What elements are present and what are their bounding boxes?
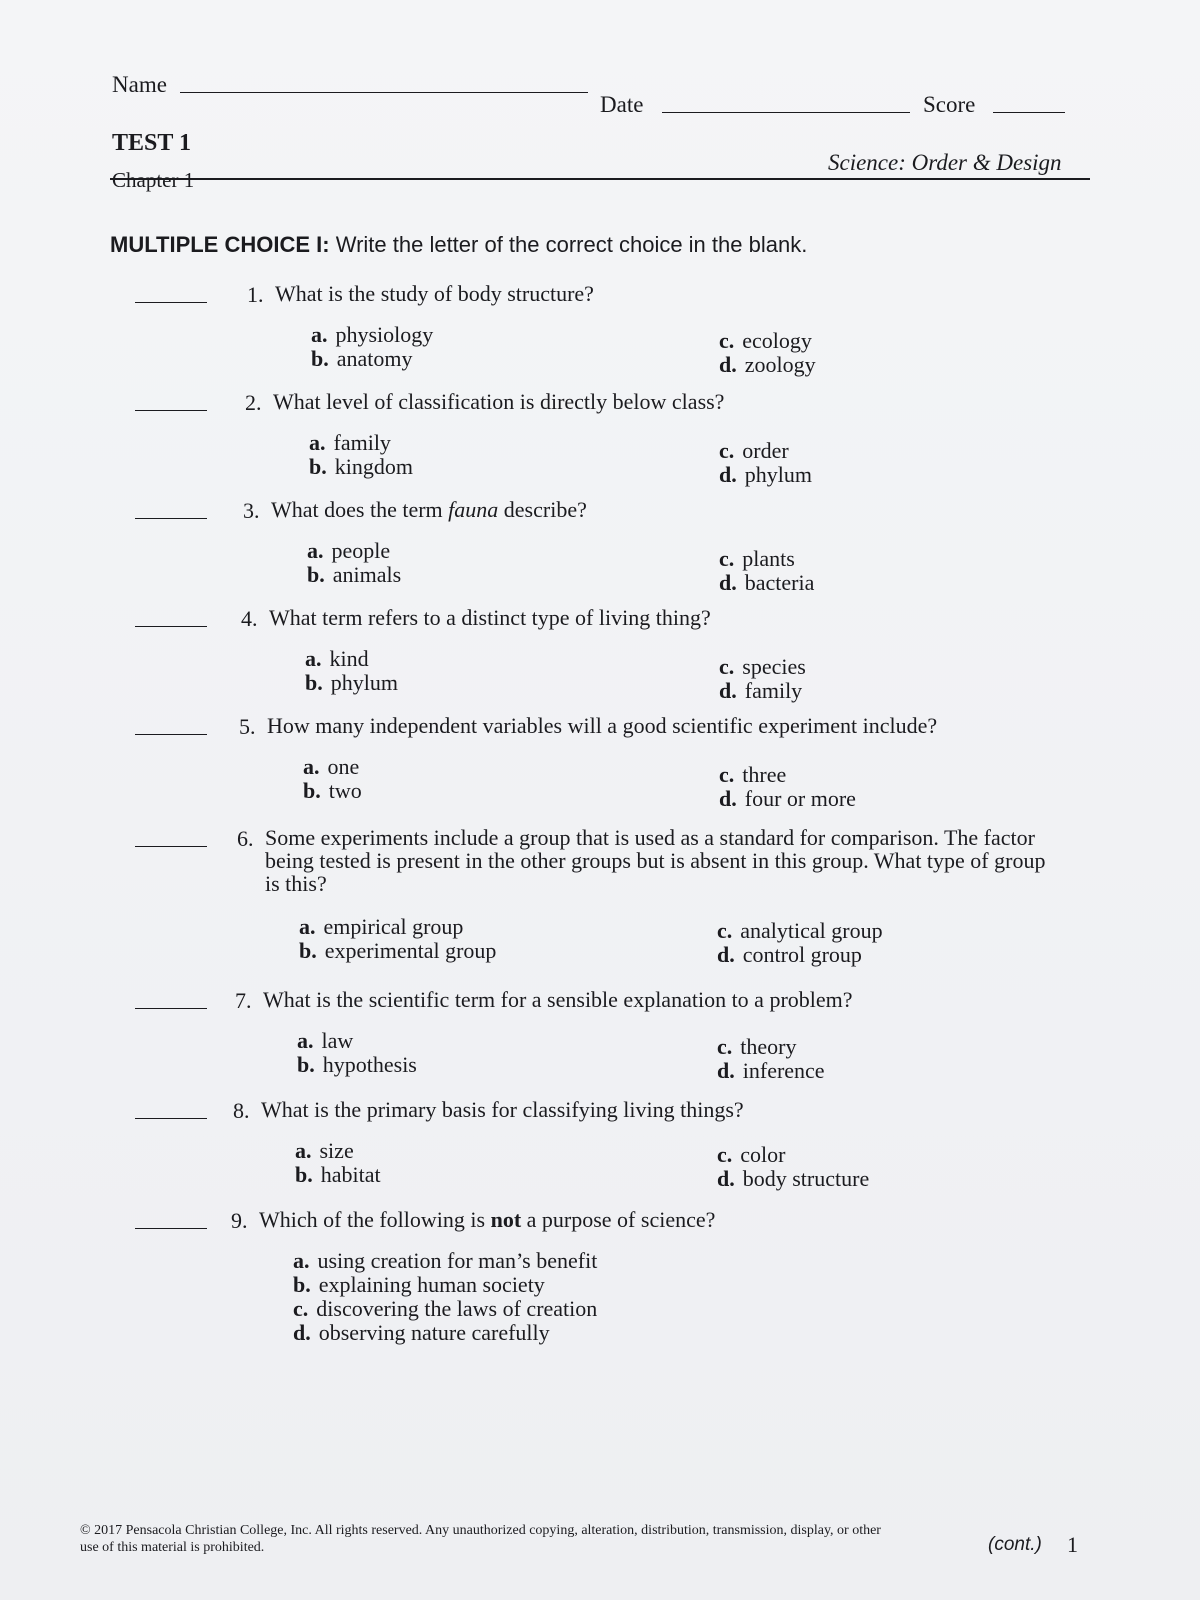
option-c xyxy=(719,438,789,464)
option-d xyxy=(719,462,812,488)
option-d xyxy=(293,1320,550,1346)
answer-blank-9[interactable] xyxy=(135,1228,207,1229)
option-letter: c. xyxy=(719,328,735,353)
name-label: Name xyxy=(112,72,167,97)
option-c xyxy=(719,328,812,354)
answer-blank-8[interactable] xyxy=(135,1118,207,1119)
option-text: inference xyxy=(742,1058,825,1083)
option-text: one xyxy=(327,754,360,779)
book-title: Science: Order & Design xyxy=(828,150,1062,175)
question-number: 6. xyxy=(237,826,254,851)
option-text: family xyxy=(333,430,391,455)
option-text: phylum xyxy=(330,670,398,695)
option-a xyxy=(307,538,390,564)
answer-blank-3[interactable] xyxy=(135,518,207,519)
question-text-end: describe? xyxy=(498,497,587,522)
option-letter: c. xyxy=(717,1142,733,1167)
option-text: physiology xyxy=(335,322,434,347)
option-letter: b. xyxy=(299,938,317,963)
option-letter: d. xyxy=(717,1166,735,1191)
option-text: size xyxy=(319,1138,354,1163)
option-a xyxy=(309,430,391,456)
score-field[interactable] xyxy=(993,112,1065,113)
option-text: empirical group xyxy=(323,914,464,939)
chapter-label: Chapter 1 xyxy=(112,168,195,192)
option-letter: c. xyxy=(719,762,735,787)
option-letter: c. xyxy=(719,546,735,571)
option-letter: d. xyxy=(717,942,735,967)
option-b xyxy=(303,778,362,804)
option-text: four or more xyxy=(744,786,856,811)
option-d xyxy=(719,786,856,812)
option-c xyxy=(717,1034,796,1060)
option-b xyxy=(311,346,413,372)
option-text: explaining human society xyxy=(318,1272,545,1297)
option-text: phylum xyxy=(744,462,812,487)
option-a xyxy=(311,322,433,348)
section-heading xyxy=(110,232,807,258)
option-text: kingdom xyxy=(334,454,413,479)
question-number: 8. xyxy=(233,1098,250,1123)
option-letter: b. xyxy=(309,454,327,479)
option-text: control group xyxy=(742,942,862,967)
question-text: What is the scientific term for a sensible explanation to a problem? xyxy=(263,987,853,1012)
option-letter: d. xyxy=(719,462,737,487)
question-text: What term refers to a distinct type of living thing? xyxy=(269,605,711,630)
option-letter: b. xyxy=(305,670,323,695)
option-text: theory xyxy=(740,1034,797,1059)
option-letter: d. xyxy=(293,1320,311,1345)
continued-label: (cont.) xyxy=(988,1534,1042,1555)
answer-blank-5[interactable] xyxy=(135,734,207,735)
option-b xyxy=(297,1052,417,1078)
option-text: law xyxy=(321,1028,354,1053)
option-letter: a. xyxy=(293,1248,310,1273)
option-d xyxy=(719,352,816,378)
option-letter: d. xyxy=(719,678,737,703)
option-d xyxy=(717,1058,825,1084)
option-c xyxy=(293,1296,597,1322)
question-number: 9. xyxy=(231,1208,248,1233)
date-field[interactable] xyxy=(662,112,910,113)
section-heading-lead: MULTIPLE CHOICE I: xyxy=(110,232,330,257)
option-a xyxy=(295,1138,354,1164)
question-number: 3. xyxy=(243,498,260,523)
answer-blank-1[interactable] xyxy=(135,302,207,303)
answer-blank-2[interactable] xyxy=(135,410,207,411)
name-field[interactable] xyxy=(180,92,588,93)
option-a xyxy=(299,914,463,940)
option-text: analytical group xyxy=(740,918,883,943)
question-text: How many independent variables will a good scientific experiment include? xyxy=(267,713,938,738)
option-letter: c. xyxy=(717,1034,733,1059)
question-text: What is the study of body structure? xyxy=(275,281,594,306)
option-letter: c. xyxy=(719,654,735,679)
option-text: species xyxy=(742,654,806,679)
option-c xyxy=(719,762,786,788)
option-text: people xyxy=(331,538,391,563)
option-letter: b. xyxy=(303,778,321,803)
option-letter: d. xyxy=(717,1058,735,1083)
question-text: What is the primary basis for classifying living things? xyxy=(261,1097,744,1122)
option-letter: d. xyxy=(719,352,737,377)
option-text: plants xyxy=(742,546,795,571)
option-c xyxy=(719,654,806,680)
option-text: color xyxy=(740,1142,786,1167)
option-b xyxy=(309,454,413,480)
question-text xyxy=(271,498,1071,521)
option-letter: a. xyxy=(305,646,322,671)
question-text-start: Which of the following is xyxy=(259,1207,491,1232)
question-text-end: a purpose of science? xyxy=(521,1207,716,1232)
option-letter: a. xyxy=(309,430,326,455)
date-label: Date xyxy=(600,92,644,117)
option-text: order xyxy=(742,438,789,463)
question-text xyxy=(259,1208,1059,1231)
score-label: Score xyxy=(923,92,976,117)
option-text: two xyxy=(328,778,362,803)
option-a xyxy=(305,646,369,672)
option-d xyxy=(719,678,802,704)
option-letter: a. xyxy=(299,914,316,939)
question-number: 2. xyxy=(245,390,262,415)
option-text: observing nature carefully xyxy=(318,1320,550,1345)
option-b xyxy=(295,1162,381,1188)
section-heading-instructions: Write the letter of the correct choice in the blank. xyxy=(329,232,808,257)
question-number: 7. xyxy=(235,988,252,1013)
option-letter: b. xyxy=(307,562,325,587)
answer-blank-4[interactable] xyxy=(135,626,207,627)
option-text: bacteria xyxy=(744,570,815,595)
option-text: discovering the laws of creation xyxy=(316,1296,598,1321)
option-letter: b. xyxy=(297,1052,315,1077)
option-text: family xyxy=(744,678,803,703)
option-letter: b. xyxy=(293,1272,311,1297)
option-letter: c. xyxy=(293,1296,309,1321)
option-d xyxy=(717,1166,869,1192)
question-term: fauna xyxy=(448,497,499,522)
question-text-start: What does the term xyxy=(271,497,449,522)
option-text: body structure xyxy=(742,1166,870,1191)
option-b xyxy=(307,562,401,588)
option-letter: a. xyxy=(307,538,324,563)
option-text: habitat xyxy=(320,1162,381,1187)
question-text: Some experiments include a group that is used as a standard for comparison. The factor being tested is present in the other groups but is absent in this group. What type of group is this? xyxy=(265,825,1046,896)
option-a xyxy=(293,1248,597,1274)
option-text: ecology xyxy=(742,328,812,353)
option-c xyxy=(717,1142,785,1168)
option-letter: b. xyxy=(311,346,329,371)
option-text: zoology xyxy=(744,352,816,377)
header-rule xyxy=(110,178,1090,180)
option-letter: a. xyxy=(311,322,328,347)
option-letter: a. xyxy=(297,1028,314,1053)
question-text: What level of classification is directly below class? xyxy=(273,389,725,414)
option-letter: d. xyxy=(719,570,737,595)
option-text: animals xyxy=(332,562,402,587)
option-letter: a. xyxy=(295,1138,312,1163)
option-text: experimental group xyxy=(324,938,497,963)
option-b xyxy=(299,938,496,964)
option-text: hypothesis xyxy=(322,1052,417,1077)
option-letter: a. xyxy=(303,754,320,779)
option-letter: b. xyxy=(295,1162,313,1187)
option-b xyxy=(293,1272,545,1298)
question-emphasis: not xyxy=(490,1207,522,1232)
copyright-notice: © 2017 Pensacola Christian College, Inc. All rights reserved. Any unauthorized copying, alteration, distribution, transmission, display, or other use of this material is prohibited. xyxy=(80,1523,881,1555)
option-d xyxy=(719,570,814,596)
question-number: 5. xyxy=(239,714,256,739)
option-letter: c. xyxy=(717,918,733,943)
option-c xyxy=(717,918,883,944)
option-text: three xyxy=(742,762,787,787)
option-a xyxy=(297,1028,353,1054)
option-d xyxy=(717,942,862,968)
option-a xyxy=(303,754,359,780)
page-number: 1 xyxy=(1067,1532,1078,1557)
answer-blank-7[interactable] xyxy=(135,1008,207,1009)
option-text: using creation for man’s benefit xyxy=(317,1248,598,1273)
option-letter: c. xyxy=(719,438,735,463)
question-number: 4. xyxy=(241,606,258,631)
test-title: TEST 1 xyxy=(112,130,191,156)
question-number: 1. xyxy=(247,282,264,307)
option-c xyxy=(719,546,795,572)
option-letter: d. xyxy=(719,786,737,811)
option-text: kind xyxy=(329,646,369,671)
option-text: anatomy xyxy=(336,346,413,371)
option-b xyxy=(305,670,398,696)
answer-blank-6[interactable] xyxy=(135,846,207,847)
